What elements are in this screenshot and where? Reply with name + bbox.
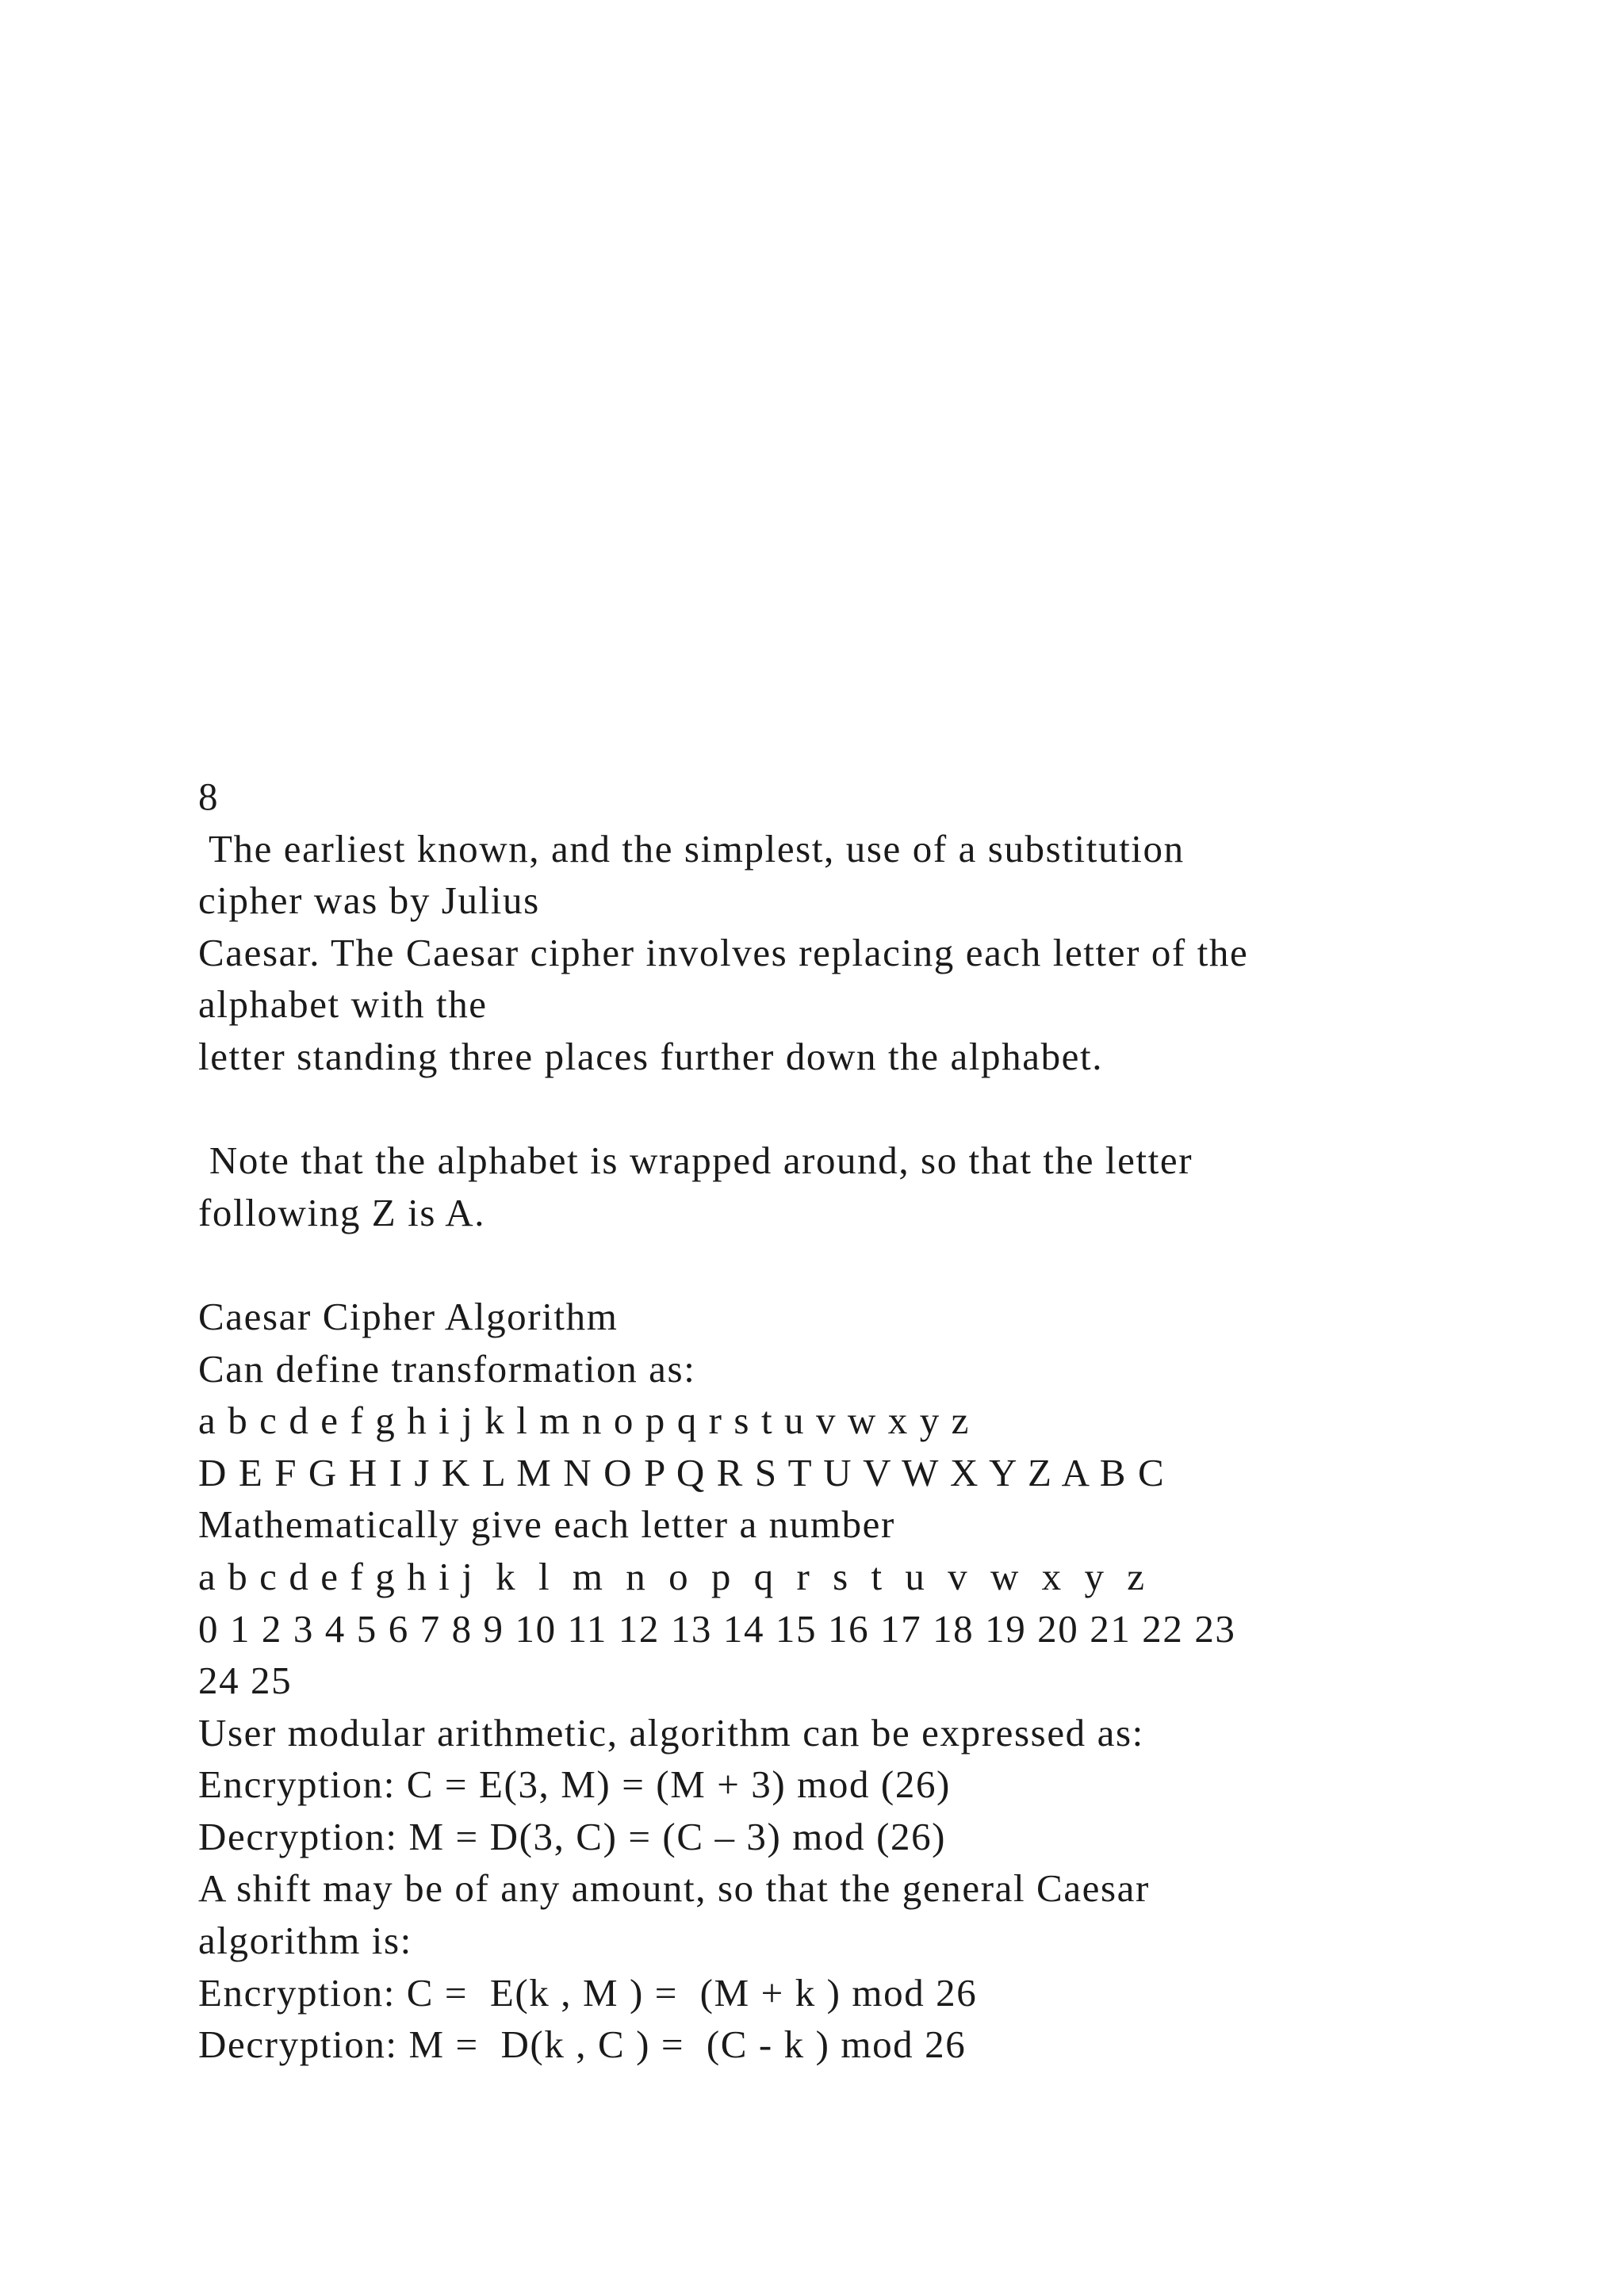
text-line: The earliest known, and the simplest, use of a substitution [198, 826, 1185, 871]
text-line: Mathematically give each letter a number [198, 1502, 895, 1547]
text-line: following Z is A. [198, 1190, 486, 1234]
plain-alphabet: a b c d e f g h i j k l m n o p q r s t u v w x y z [198, 1399, 971, 1443]
number-row-continued: 24 25 [198, 1659, 293, 1703]
blank-line [198, 1238, 1546, 1291]
general-encryption-formula: Encryption: C = E(k , M ) = (M + k ) mod 26 [198, 1970, 978, 2015]
text-line: letter standing three places further down the alphabet. [198, 1034, 1104, 1078]
text-line: A shift may be of any amount, so that the general Caesar [198, 1866, 1150, 1911]
encryption-formula: Encryption: C = E(3, M) = (M + 3) mod (26) [198, 1762, 951, 1807]
text-line: cipher was by Julius [198, 878, 540, 923]
text-line: User modular arithmetic, algorithm can be expressed as: [198, 1710, 1144, 1755]
general-decryption-formula: Decryption: M = D(k , C ) = (C - k ) mod 26 [198, 2022, 967, 2067]
cipher-alphabet: D E F G H I J K L M N O P Q R S T U V W X Y Z A B C [198, 1450, 1166, 1494]
number-row: 0 1 2 3 4 5 6 7 8 9 10 11 12 13 14 15 16 17 18 19 20 21 22 23 [198, 1606, 1236, 1651]
blank-line [198, 1083, 1546, 1135]
section-heading: Caesar Cipher Algorithm [198, 1294, 619, 1338]
page-number: 8 [198, 775, 220, 818]
text-line: Note that the alphabet is wrapped around, so that the letter [198, 1138, 1193, 1183]
text-line: Can define transformation as: [198, 1346, 696, 1391]
letter-row: a b c d e f g h i j k l m n o p q r s t u v w x y z [198, 1554, 1146, 1598]
document-body [198, 771, 1546, 2071]
text-line: Caesar. The Caesar cipher involves replacing each letter of the [198, 930, 1249, 974]
decryption-formula: Decryption: M = D(3, C) = (C – 3) mod (26) [198, 1814, 947, 1858]
text-line: algorithm is: [198, 1919, 412, 1963]
text-line: alphabet with the [198, 982, 488, 1027]
